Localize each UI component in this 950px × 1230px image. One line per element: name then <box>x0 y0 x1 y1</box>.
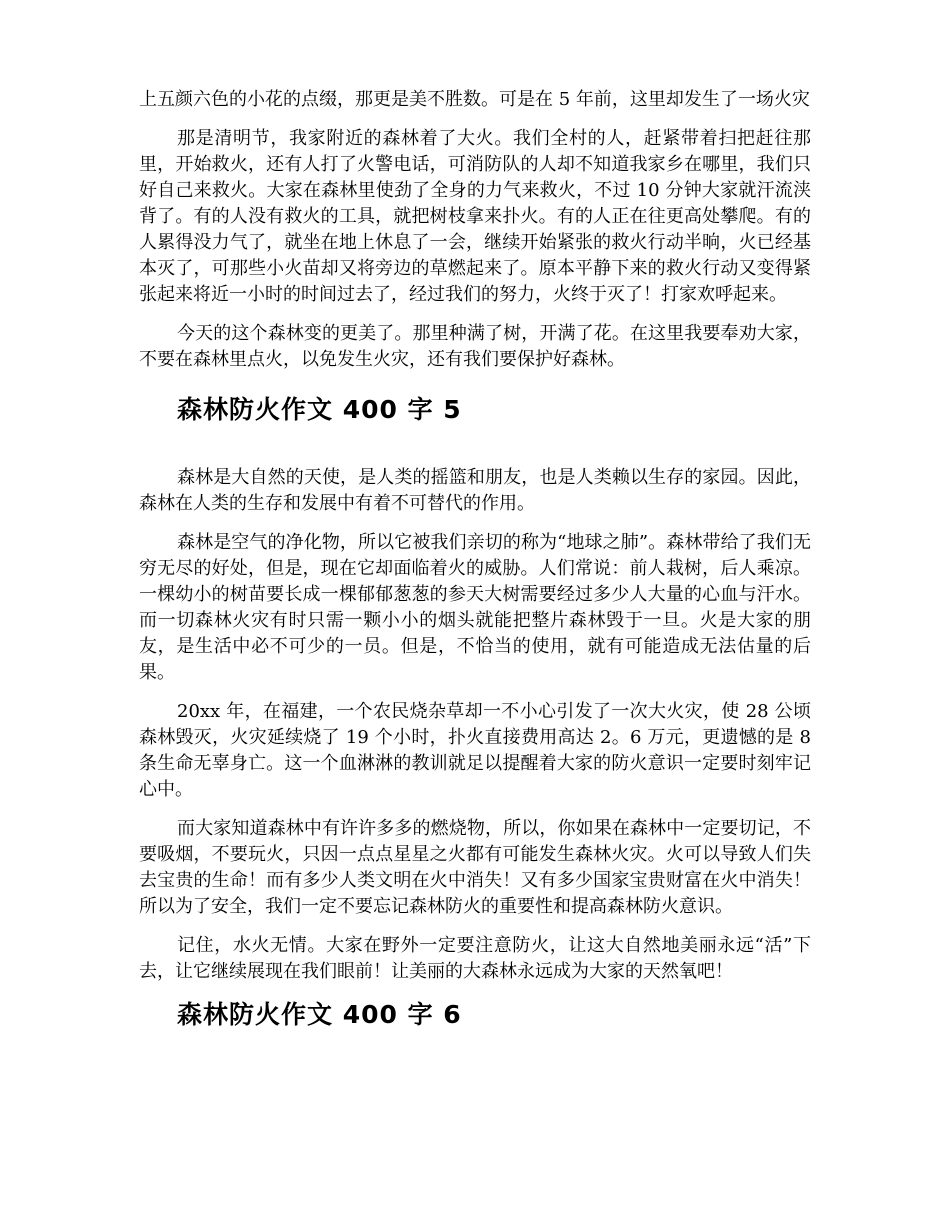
paragraph-forest-angel: 森林是大自然的天使，是人类的摇篮和朋友，也是人类赖以生存的家园。因此，森林在人类的生存和发展中有着不可替代的作用。 <box>139 467 811 514</box>
paragraph-earth-lung: 森林是空气的净化物，所以它被我们亲切的称为“地球之肺”。森林带给了我们无穷无尽的好处，但是，现在它却面临着火的威胁。人们常说：前人栽树，后人乘凉。一棵幼小的树苗要长成一棵郁郁葱葱的参天大树需要经过多少人大量的心血与汗水。而一切森林火灾有时只需一颗小小的烟头就能把整片森林毁于一旦。火是大家的朋友，是生活中必不可少的一员。但是，不恰当的使用，就有可能造成无法估量的后果。 <box>139 532 811 683</box>
section-heading-6: 森林防火作文 400 字 6 <box>177 1000 462 1029</box>
paragraph-fujian-fire: 20xx 年，在福建，一个农民烧杂草却一不小心引发了一次大火灾，使 28 公顷森林毁灭，火灾延续烧了 19 个小时，扑火直接费用高达 2。6 万元，更遗憾的是 8 条生命无辜身亡。这一个血淋淋的教训就足以提醒着大家的防火意识一定要时刻牢记心中。 <box>139 701 811 800</box>
paragraph-combustibles: 而大家知道森林中有许许多多的燃烧物，所以，你如果在森林中一定要切记，不要吸烟，不要玩火，只因一点点星星之火都有可能发生森林火灾。火可以导致人们失去宝贵的生命！而有多少人类文明在火中消失！又有多少国家宝贵财富在火中消失！所以为了安全，我们一定不要忘记森林防火的重要性和提高森林防火意识。 <box>139 818 811 917</box>
section-heading-5: 森林防火作文 400 字 5 <box>177 395 462 424</box>
paragraph-continued: 上五颜六色的小花的点缀，那更是美不胜数。可是在 5 年前，这里却发生了一场火灾 <box>139 89 810 110</box>
document-body <box>139 87 811 1032</box>
paragraph-advice: 今天的这个森林变的更美了。那里种满了树，开满了花。在这里我要奉劝大家，不要在森林里点火，以免发生火灾，还有我们要保护好森林。 <box>139 323 811 370</box>
paragraph-fire-story: 那是清明节，我家附近的森林着了大火。我们全村的人，赶紧带着扫把赶往那里，开始救火，还有人打了火警电话，可消防队的人却不知道我家乡在哪里，我们只好自己来救火。大家在森林里使劲了全身的力气来救火，不过 10 分钟大家就汗流浃背了。有的人没有救火的工具，就把树枝拿来扑火。有的人正在往更高处攀爬。有的人累得没力气了，就坐在地上休息了一会，继续开始紧张的救火行动半晌，火已经基本灭了，可那些小火苗却又将旁边的草燃起来了。原本平静下来的救火行动又变得紧张起来将近一小时的时间过去了，经过我们的努力，火终于灭了！打家欢呼起来。 <box>139 128 811 305</box>
paragraph-remember: 记住，水火无情。大家在野外一定要注意防火，让这大自然地美丽永远“活”下去，让它继续展现在我们眼前！让美丽的大森林永远成为大家的天然氧吧！ <box>139 935 811 982</box>
